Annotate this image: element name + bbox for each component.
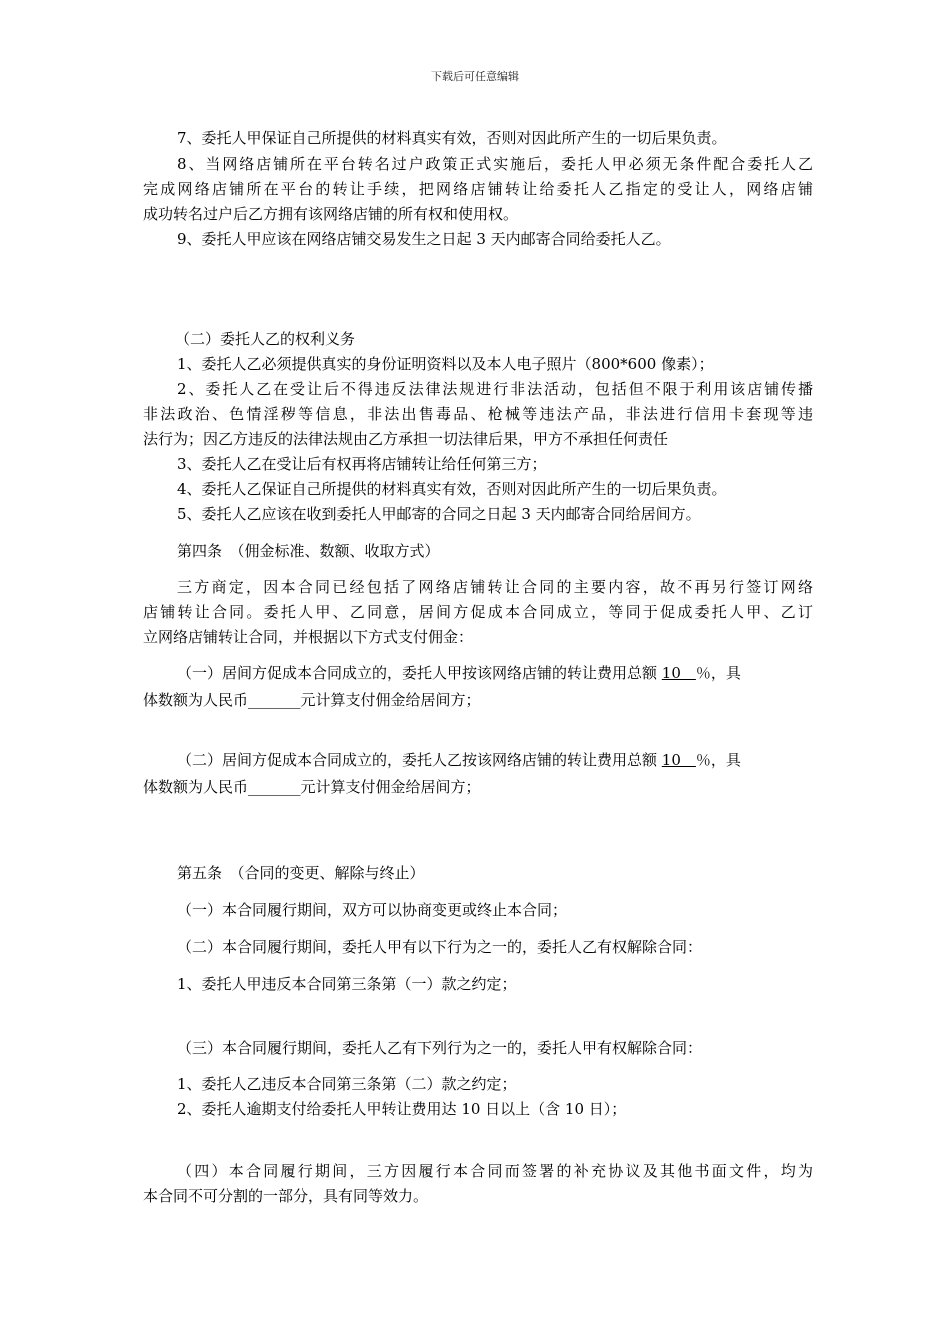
clause-9: 9、委托人甲应该在网络店铺交易发生之日起 3 天内邮寄合同给委托人乙。 (177, 230, 671, 248)
clause-7: 7、委托人甲保证自己所提供的材料真实有效，否则对因此所产生的一切后果负责。 (177, 129, 727, 147)
commission-item-1-text: （一）居间方促成本合同成立的，委托人甲按该网络店铺的转让费用总额 (177, 664, 662, 682)
article-5-clause-1: （一）本合同履行期间，双方可以协商变更或终止本合同； (177, 901, 568, 919)
article-4-intro-line-2: 店铺转让合同。委托人甲、乙同意，居间方促成本合同成立，等同于促成委托人甲、乙订 (143, 603, 813, 621)
party-b-clause-2-line-3: 法行为；因乙方违反的法律法规由乙方承担一切法律后果，甲方不承担任何责任 (143, 430, 669, 448)
article-4-heading: 第四条 （佣金标准、数额、收取方式） (177, 542, 440, 560)
article-5-clause-3-item-2: 2、委托人逾期支付给委托人甲转让费用达 10 日以上（含 10 日）； (177, 1100, 627, 1118)
article-5-clause-4-line-1: （四）本合同履行期间，三方因履行本合同而签署的补充协议及其他书面文件，均为 (177, 1162, 813, 1180)
commission-item-2-line-1 (177, 749, 813, 771)
article-5-heading: 第五条 （合同的变更、解除与终止） (177, 864, 425, 882)
commission-item-1-line-1 (177, 662, 813, 684)
clause-8-line-3: 成功转名过户后乙方拥有该网络店铺的所有权和使用权。 (143, 205, 519, 223)
party-b-clause-1: 1、委托人乙必须提供真实的身份证明资料以及本人电子照片（800*600 像素）； (177, 355, 714, 373)
party-b-clause-2-line-1: 2、委托人乙在受让后不得违反法律法规进行非法活动，包括但不限于利用该店铺传播 (177, 380, 813, 398)
commission-item-1-line-2: 体数额为人民币_______元计算支付佣金给居间方； (143, 691, 481, 709)
commission-item-2-line-2: 体数额为人民币_______元计算支付佣金给居间方； (143, 778, 481, 796)
article-5-clause-3: （三）本合同履行期间，委托人乙有下列行为之一的，委托人甲有权解除合同： (177, 1039, 703, 1057)
commission-item-2-percent: 10 (661, 751, 696, 769)
commission-item-2-text: （二）居间方促成本合同成立的，委托人乙按该网络店铺的转让费用总额 (177, 751, 662, 769)
article-5-clause-4-line-2: 本合同不可分割的一部分，具有同等效力。 (143, 1187, 429, 1205)
commission-item-1-suffix: ％，具 (695, 664, 741, 682)
party-b-clause-3: 3、委托人乙在受让后有权再将店铺转让给任何第三方； (177, 455, 547, 473)
section-heading-party-b: （二）委托人乙的权利义务 (175, 330, 356, 348)
clause-8-line-2: 完成网络店铺所在平台的转让手续，把网络店铺转让给委托人乙指定的受让人，网络店铺 (143, 180, 813, 198)
party-b-clause-2-line-2: 非法政治、色情淫秽等信息，非法出售毒品、枪械等违法产品，非法进行信用卡套现等违 (143, 405, 813, 423)
page-header: 下载后可任意编辑 (431, 70, 519, 83)
party-b-clause-5: 5、委托人乙应该在收到委托人甲邮寄的合同之日起 3 天内邮寄合同给居间方。 (177, 505, 701, 523)
article-5-clause-2-item-1: 1、委托人甲违反本合同第三条第（一）款之约定； (177, 975, 517, 993)
article-5-clause-2: （二）本合同履行期间，委托人甲有以下行为之一的，委托人乙有权解除合同： (177, 938, 703, 956)
clause-8-line-1: 8、当网络店铺所在平台转名过户政策正式实施后，委托人甲必须无条件配合委托人乙 (177, 155, 813, 173)
article-5-clause-3-item-1: 1、委托人乙违反本合同第三条第（二）款之约定； (177, 1075, 517, 1093)
article-4-intro-line-3: 立网络店铺转让合同，并根据以下方式支付佣金： (143, 628, 474, 646)
commission-item-2-suffix: ％，具 (695, 751, 741, 769)
party-b-clause-4: 4、委托人乙保证自己所提供的材料真实有效，否则对因此所产生的一切后果负责。 (177, 480, 727, 498)
commission-item-1-percent: 10 (661, 664, 696, 682)
article-4-intro-line-1: 三方商定，因本合同已经包括了网络店铺转让合同的主要内容，故不再另行签订网络 (177, 578, 813, 596)
